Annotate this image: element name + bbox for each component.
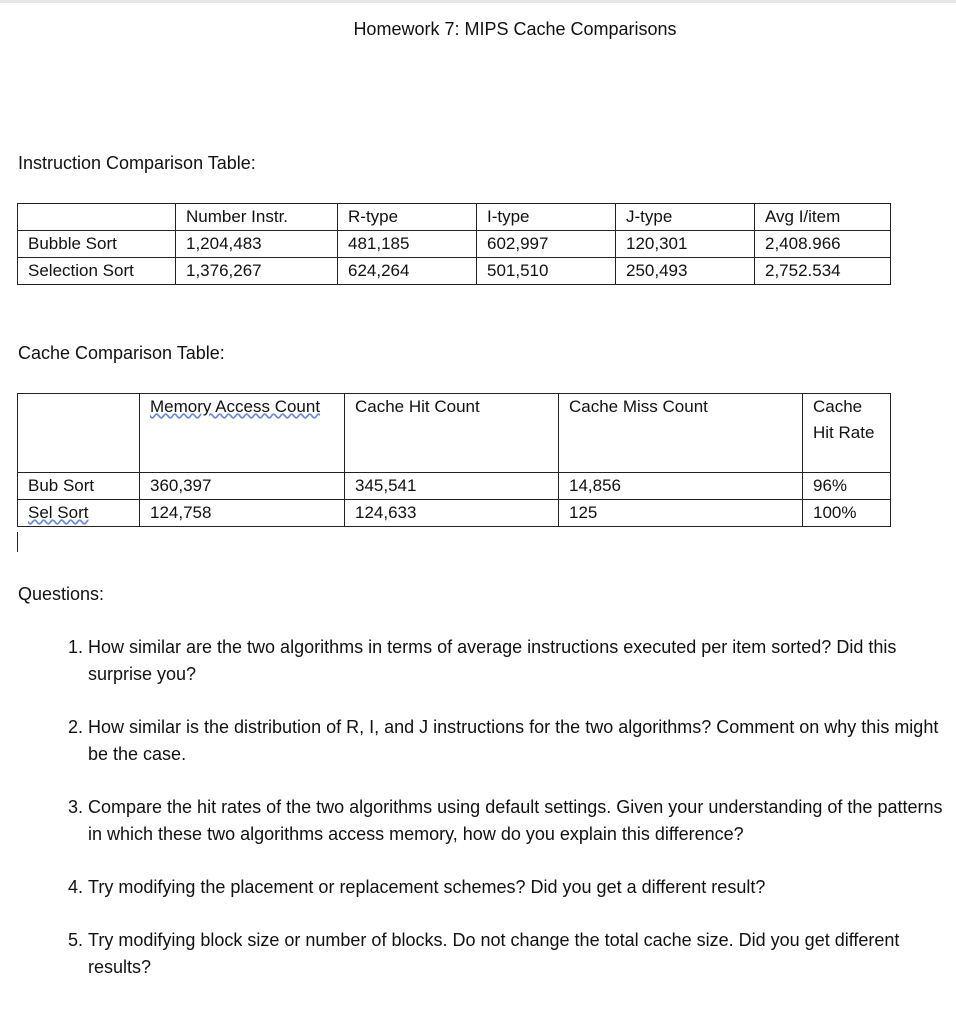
question-item: 3. Compare the hit rates of the two algorithms using default settings. Given your understanding of the patterns in which these two algorithms access memory, how do you explain this difference? xyxy=(88,794,948,848)
cache-table-label: Cache Comparison Table: xyxy=(18,343,225,363)
table-header-cell: Number Instr. xyxy=(176,204,338,231)
text-cursor[interactable] xyxy=(17,532,18,552)
question-item: 1. How similar are the two algorithms in terms of average instructions executed per item sorted? Did this surprise you? xyxy=(88,634,948,688)
table-cell: 124,633 xyxy=(345,500,559,527)
table-header-cell: Avg I/item xyxy=(755,204,891,231)
table-header-row xyxy=(18,394,891,473)
questions-label: Questions: xyxy=(18,584,105,604)
table-header-row xyxy=(18,204,891,231)
question-item: 4. Try modifying the placement or replacement schemes? Did you get a different result? xyxy=(88,874,948,901)
table-header-cell: R-type xyxy=(338,204,477,231)
table-cell: 624,264 xyxy=(338,258,477,285)
table-header-cell: J-type xyxy=(616,204,755,231)
table-cell: 124,758 xyxy=(140,500,345,527)
table-header-cell: Cache Hit Count xyxy=(345,394,559,473)
table-cell: 602,997 xyxy=(477,231,616,258)
table-row xyxy=(18,231,891,258)
table-cell: 96% xyxy=(803,473,891,500)
instruction-comparison-table xyxy=(17,203,891,285)
table-cell: 1,376,267 xyxy=(176,258,338,285)
table-cell: 100% xyxy=(803,500,891,527)
table-row xyxy=(18,258,891,285)
table-cell: 481,185 xyxy=(338,231,477,258)
document-title: Homework 7: MIPS Cache Comparisons xyxy=(353,19,677,39)
table-header-cell: Cache Miss Count xyxy=(559,394,803,473)
table-cell: 2,408.966 xyxy=(755,231,891,258)
table-cell: 360,397 xyxy=(140,473,345,500)
table-row xyxy=(18,473,891,500)
cache-comparison-table xyxy=(17,393,891,527)
table-cell: 250,493 xyxy=(616,258,755,285)
spellcheck-underlined-text: Memory Access Count xyxy=(150,397,321,416)
table-cell xyxy=(18,394,140,473)
table-row xyxy=(18,500,891,527)
table-header-cell: Cache Hit Rate xyxy=(803,394,891,473)
table-cell xyxy=(18,204,176,231)
table-cell: Selection Sort xyxy=(18,258,176,285)
table-cell: 14,856 xyxy=(559,473,803,500)
questions-list xyxy=(51,634,948,1007)
table-cell: 2,752.534 xyxy=(755,258,891,285)
table-cell: 120,301 xyxy=(616,231,755,258)
table-header-cell: I-type xyxy=(477,204,616,231)
table-cell: 501,510 xyxy=(477,258,616,285)
top-border xyxy=(0,0,956,3)
table-cell: 125 xyxy=(559,500,803,527)
table-cell: Bubble Sort xyxy=(18,231,176,258)
table-cell: 1,204,483 xyxy=(176,231,338,258)
table-cell: Bub Sort xyxy=(18,473,140,500)
question-item: 2. How similar is the distribution of R, I, and J instructions for the two algorithms? Comment on why this might be the case. xyxy=(88,714,948,768)
question-item: 5. Try modifying block size or number of blocks. Do not change the total cache size. Did you get different results? xyxy=(88,927,948,981)
spellcheck-underlined-text: Sel Sort xyxy=(28,503,89,522)
instruction-table-label: Instruction Comparison Table: xyxy=(18,153,256,173)
table-header-cell xyxy=(140,394,345,473)
table-cell: 345,541 xyxy=(345,473,559,500)
table-cell xyxy=(18,500,140,527)
